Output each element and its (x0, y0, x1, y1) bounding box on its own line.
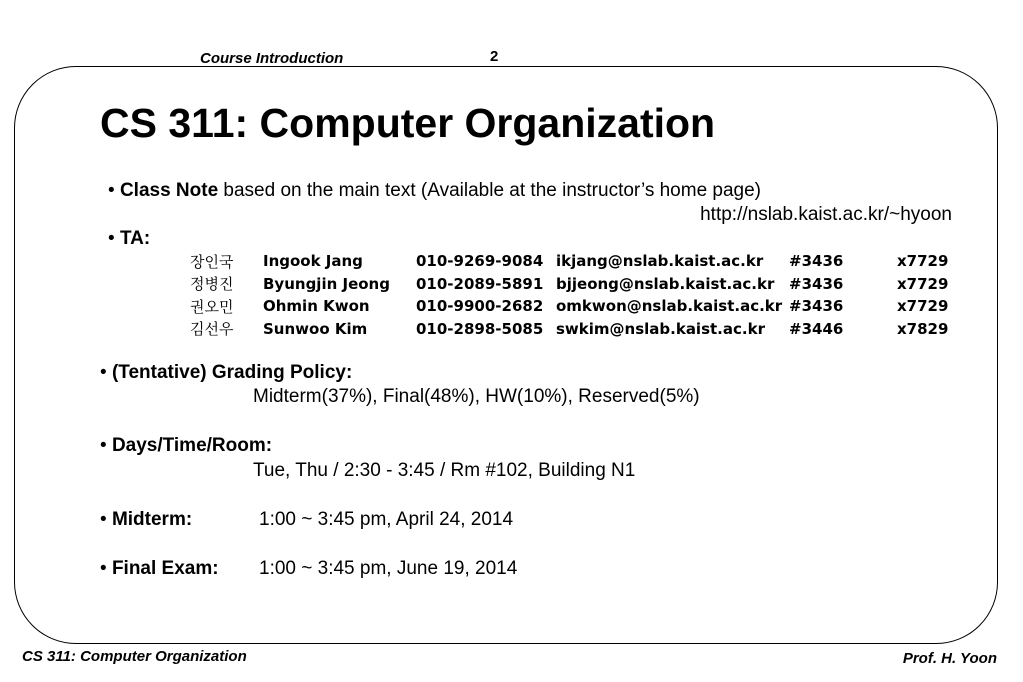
class-note-text: based on the main text (Available at the instructor’s home page) (218, 180, 762, 201)
ta-extension: x7729 (897, 297, 949, 316)
ta-room: #3436 (789, 252, 844, 271)
ta-name: Ohmin Kwon (263, 297, 370, 316)
ta-name: Ingook Jang (263, 252, 363, 271)
table-row (190, 318, 948, 341)
page-number: 2 (490, 48, 499, 65)
schedule-detail: Tue, Thu / 2:30 - 3:45 / Rm #102, Building N1 (253, 460, 636, 481)
ta-label: TA: (119, 228, 151, 249)
ta-korean-name: 김선우 (190, 320, 234, 339)
final-exam-detail: 1:00 ~ 3:45 pm, June 19, 2014 (259, 558, 518, 579)
bullet: • (100, 362, 107, 383)
ta-line (108, 228, 150, 250)
schedule-line (100, 435, 272, 457)
bullet: • (100, 435, 107, 456)
ta-phone: 010-2089-5891 (416, 274, 544, 293)
table-row (190, 273, 948, 296)
ta-korean-name: 권오민 (190, 297, 234, 316)
grading-detail: Midterm(37%), Final(48%), HW(10%), Reserved(5%) (253, 386, 700, 407)
ta-extension: x7729 (897, 252, 949, 271)
table-row (190, 295, 948, 318)
ta-room: #3446 (789, 319, 844, 338)
bullet: • (100, 558, 107, 579)
ta-extension: x7829 (897, 319, 949, 338)
ta-table (190, 250, 948, 340)
final-exam-label: Final Exam: (111, 558, 219, 579)
ta-email[interactable]: swkim@nslab.kaist.ac.kr (556, 319, 765, 338)
class-note-line (108, 180, 761, 202)
grading-line (100, 362, 352, 384)
midterm-detail: 1:00 ~ 3:45 pm, April 24, 2014 (259, 509, 514, 530)
ta-extension: x7729 (897, 274, 949, 293)
instructor-homepage-link[interactable]: http://nslab.kaist.ac.kr/~hyoon (700, 204, 952, 225)
schedule-label: Days/Time/Room: (111, 435, 273, 456)
class-note-label: Class Note (119, 180, 219, 201)
bullet: • (100, 509, 107, 530)
ta-korean-name: 정병진 (190, 275, 234, 294)
ta-name: Byungjin Jeong (263, 274, 390, 293)
ta-room: #3436 (789, 297, 844, 316)
grading-label: (Tentative) Grading Policy: (111, 362, 353, 383)
ta-phone: 010-9900-2682 (416, 297, 544, 316)
bullet: • (108, 228, 115, 249)
final-exam-line (100, 558, 219, 580)
midterm-line (100, 509, 192, 531)
table-row (190, 250, 948, 273)
ta-phone: 010-9269-9084 (416, 252, 544, 271)
footer-author: Prof. H. Yoon (902, 650, 997, 667)
ta-email[interactable]: omkwon@nslab.kaist.ac.kr (556, 297, 783, 316)
ta-email[interactable]: ikjang@nslab.kaist.ac.kr (556, 252, 764, 271)
ta-room: #3436 (789, 274, 844, 293)
slide-title: CS 311: Computer Organization (100, 100, 716, 146)
ta-email[interactable]: bjjeong@nslab.kaist.ac.kr (556, 274, 775, 293)
ta-name: Sunwoo Kim (263, 319, 368, 338)
midterm-label: Midterm: (111, 509, 193, 530)
bullet: • (108, 180, 115, 201)
ta-korean-name: 장인국 (190, 252, 234, 271)
ta-phone: 010-2898-5085 (416, 319, 544, 338)
header-section-title: Course Introduction (200, 50, 344, 67)
footer-course-title: CS 311: Computer Organization (22, 648, 247, 665)
